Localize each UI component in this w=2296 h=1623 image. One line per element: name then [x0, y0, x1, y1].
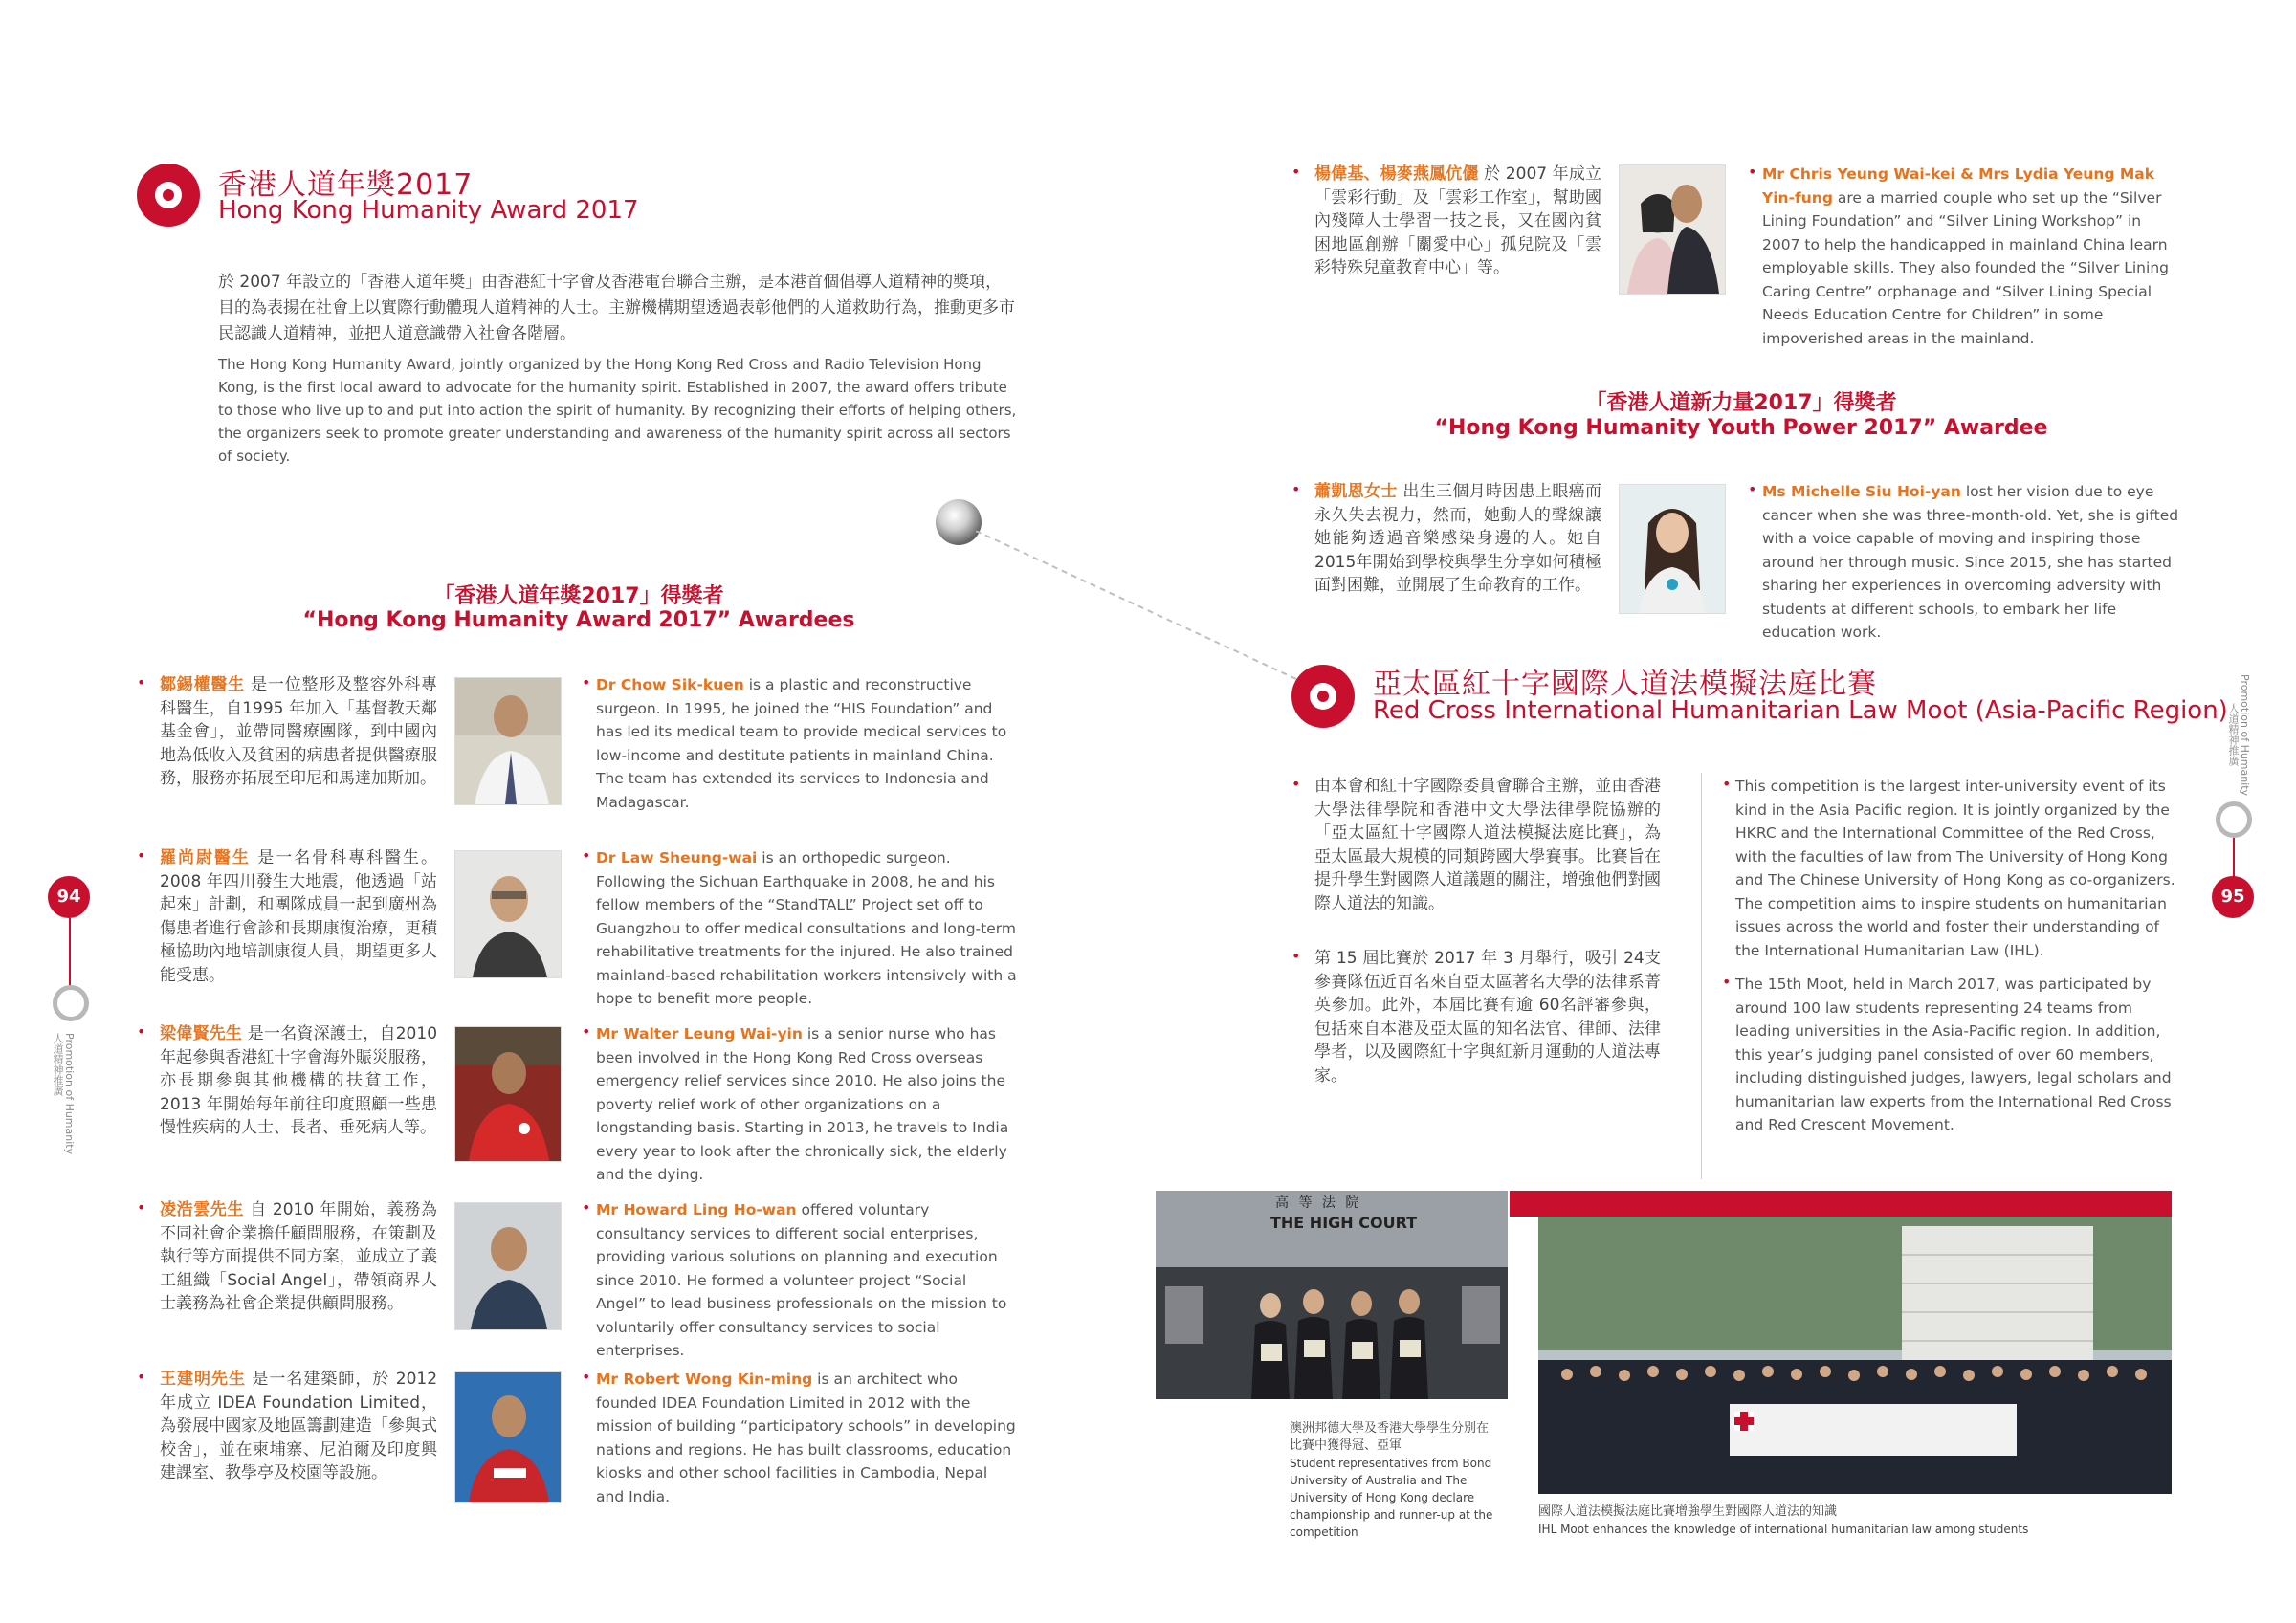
margin-line — [69, 918, 71, 990]
bullet: • — [1748, 163, 1757, 181]
connector-line — [976, 531, 1301, 684]
awardee-name-en: Ms Michelle Siu Hoi-yan — [1762, 483, 1961, 500]
awardee-zh — [160, 673, 437, 791]
side-label-right-zh — [2225, 703, 2241, 766]
section-icon-moot — [1292, 665, 1355, 728]
photo-yeung — [1619, 164, 1726, 295]
awardee-en — [1762, 480, 2183, 645]
bullet: • — [1292, 163, 1301, 181]
awardee-en — [596, 1198, 1017, 1363]
awardee-text-en: is a plastic and reconstructive surgeon. In 1995, he joined the “HIS Foundation” and has led its medical team to provide medical services to low-income and destitute patients in mainland China. The team has extended its services to Indonesia and Madagascar. — [596, 676, 1007, 811]
bullet: • — [137, 1022, 146, 1041]
bullet: • — [1722, 775, 1732, 793]
awardee-text-zh: 自 2010 年開始，義務為不同社會企業擔任顧問服務，在策劃及執行等方面提供不同方案，並成立了義工組織「Social Angel」，帶領商界人士義務為社會企業提供顧問服務。 — [160, 1200, 437, 1313]
photo-group — [1538, 1217, 2172, 1494]
section-title-en: Hong Kong Humanity Award 2017 — [218, 196, 639, 225]
page-number-right: 95 — [2212, 876, 2254, 918]
awardee-text-en: is an orthopedic surgeon. Following the Sichuan Earthquake in 2008, he and his fellow members of the “StandTALL” Project set off to Guangzhou to offer medical consultations and long-term rehabilitative treatments for the injured. He also trained mainland-based rehabilitation workers intensively with a hope to benefit more people. — [596, 849, 1017, 1007]
bullet: • — [137, 673, 146, 691]
page-number-left: 94 — [48, 876, 90, 918]
awardee-text-en: offered voluntary consultancy services to different social enterprises, providing various solutions on planning and execution since 2010. He formed a volunteer project “Social Angel” to lead business professionals on the mission to voluntarily offer consultancy services to social enterprises. — [596, 1201, 1007, 1359]
awardee-text-en: are a married couple who set up the “Silver Lining Foundation” and “Silver Lining Workshop” in 2007 to help the handicapped in mainland China learn employable skills. They also founded the “Silver Lining Caring Centre” orphanage and “Silver Lining Special Needs Education Centre for Children” in some impoverished areas in the mainland. — [1762, 188, 2169, 347]
moot-title-zh: 亞太區紅十字國際人道法模擬法庭比賽 — [1373, 668, 1877, 701]
caption-2-zh: 國際人道法模擬法庭比賽增強學生對國際人道法的知識 — [1538, 1504, 1838, 1519]
awardee-en — [1762, 163, 2183, 350]
awardee-zh — [160, 1368, 437, 1485]
ring-icon — [2216, 801, 2252, 838]
moot-en-text: The 15th Moot, held in March 2017, was participated by around 100 law students representing 24 teams from leading universities in the Asia-Pacific region. In addition, this year’s judging panel consisted of over 60 members, including distinguished judges, lawyers, legal scholars and humanitarian law experts from the International Red Cross and Red Crescent Movement. — [1735, 976, 2172, 1133]
moot-title-en: Red Cross International Humanitarian Law Moot (Asia-Pacific Region) — [1373, 696, 2228, 725]
intro-en: The Hong Kong Humanity Award, jointly organized by the Hong Kong Red Cross and Radio Television Hong Kong, is the first local award to advocate for the humanity spirit. Established in 2007, the award offers tribute to those who live up to and put into action the spirit of humanity. By recognizing their efforts of helping others, the organizers seek to promote greater understanding and awareness of the humanity spirit across all sectors of society. — [218, 356, 1017, 465]
bullet: • — [582, 1198, 591, 1217]
photo-law — [454, 850, 562, 978]
bullet: • — [137, 1198, 146, 1217]
bullet: • — [1722, 973, 1732, 991]
awardee-name-en: Mr Howard Ling Ho-wan — [596, 1201, 797, 1218]
awardee-text-en: is a senior nurse who has been involved in the Hong Kong Red Cross overseas emergency relief services since 2010. He also joins the poverty relief work of other organizations on a longstanding basis. Starting in 2013, he travels to India every year to look after the chronically sick, the elderly and the dying. — [596, 1025, 1009, 1183]
awardee-text-zh: 是一名資深護士，自2010年起參與香港紅十字會海外賑災服務，亦長期參與其他機構的扶貧工作，2013 年開始每年前往印度照顧一些患慢性疾病的人士、長者、垂死病人等。 — [160, 1024, 438, 1137]
bullet: • — [137, 846, 146, 865]
photo-high-court — [1156, 1191, 1508, 1399]
bullet: • — [582, 673, 591, 691]
side-label-en: Promotion of Humanity — [2239, 674, 2251, 797]
youth-title-en: “Hong Kong Humanity Youth Power 2017” Awardee — [1434, 416, 2048, 440]
bullet: • — [1292, 480, 1301, 498]
photo-siu — [1619, 484, 1726, 614]
awardee-zh — [1314, 480, 1601, 598]
side-label-zh: 人道精神推廣 — [52, 1033, 64, 1096]
awardee-name-zh: 梁偉賢先生 — [160, 1024, 243, 1043]
moot-zh-text: 由本會和紅十字國際委員會聯合主辦，並由香港大學法律學院和香港中文大學法律學院協辦的「亞太區紅十字國際人道法模擬法庭比賽」，為亞太區最大規模的同類跨國大學賽事。比賽旨在提升學生對國際人道議題的關注，增強他們對國際人道法的知識。 — [1314, 777, 1661, 913]
awardee-name-en: Dr Chow Sik-kuen — [596, 676, 744, 693]
awardee-name-en: Mr Walter Leung Wai-yin — [596, 1025, 803, 1042]
photo-leung — [454, 1026, 562, 1162]
awardee-text-zh: 是一名建築師，於 2012 年成立 IDEA Foundation Limited，為發展中國家及地區籌劃建造「參與式校舍」，並在柬埔寨、尼泊爾及印度興建課室、教學亭及校園等設施。 — [160, 1370, 438, 1482]
awardee-zh — [1314, 163, 1601, 280]
bullet: • — [582, 846, 591, 865]
court-sign-zh: 高 等 法 院 — [1275, 1195, 1362, 1211]
photo-header-bar — [1510, 1191, 2172, 1217]
caption-2 — [1538, 1503, 2172, 1538]
section-icon-award — [137, 164, 200, 227]
awardee-name-en: Dr Law Sheung-wai — [596, 849, 758, 866]
side-label-zh: 人道精神推廣 — [2227, 703, 2240, 766]
bullet: • — [137, 1368, 146, 1386]
caption-1-zh: 澳洲邦德大學及香港大學學生分別在比賽中獲得冠、亞軍 — [1290, 1421, 1490, 1453]
bullet: • — [1292, 775, 1301, 793]
bullet: • — [1748, 480, 1757, 498]
intro-zh: 於 2007 年設立的「香港人道年獎」由香港紅十字會及香港電台聯合主辦，是本港首個倡導人道精神的獎項，目的為表揚在社會上以實際行動體現人道精神的人士。主辦機構期望透過表彰他們的人道救助行為，推動更多市民認識人道精神，並把人道意識帶入社會各階層。 — [218, 273, 1015, 343]
awardee-zh — [160, 1198, 437, 1316]
court-sign-en: THE HIGH COURT — [1270, 1214, 1418, 1232]
awardee-en — [596, 846, 1017, 1011]
awardee-en — [596, 673, 1017, 814]
column-divider — [1701, 773, 1702, 1179]
awardee-text-zh: 於 2007 年成立「雲彩行動」及「雲彩工作室」，幫助國內殘障人士學習一技之長，又在國內貧困地區創辦「關愛中心」孤兒院及「雲彩特殊兒童教育中心」等。 — [1314, 164, 1601, 277]
awardee-name-zh: 羅尚尉醫生 — [160, 848, 251, 867]
awardee-zh — [160, 846, 437, 987]
bullet: • — [1292, 947, 1301, 965]
awardees-title-en: “Hong Kong Humanity Award 2017” Awardees — [302, 608, 855, 632]
awardees-title-zh: 「香港人道年獎2017」得獎者 — [433, 584, 724, 608]
awardee-text-en: is an architect who founded IDEA Foundation Limited in 2012 with the mission of building “participatory schools” in developing nations and regions. He has built classrooms, education kiosks and other school facilities in Cambodia, Nepal and India. — [596, 1371, 1016, 1505]
bullet: • — [582, 1022, 591, 1041]
awardee-en — [596, 1368, 1017, 1508]
photo-wong — [454, 1371, 562, 1503]
caption-2-en: IHL Moot enhances the knowledge of international humanitarian law among students — [1538, 1523, 2029, 1536]
moot-zh-text: 第 15 屆比賽於 2017 年 3 月舉行，吸引 24支參賽隊伍近百名來自亞太區著名大學的法律系菁英參加。此外，本屆比賽有逾 60名評審參與，包括來自本港及亞太區的知名法官、律師、法律學者，以及國際紅十字與紅新月運動的人道法專家。 — [1314, 949, 1661, 1086]
awardee-name-zh: 王建明先生 — [160, 1370, 246, 1389]
youth-title-zh: 「香港人道新力量2017」得獎者 — [1585, 391, 1897, 415]
moot-en-text: This competition is the largest inter-university event of its kind in the Asia Pacific region. It is jointly organized by the HKRC and the International Committee of the Red Cross, with the faculties of law from The University of Hong Kong and The Chinese University of Hong Kong as co-organizers. The competition aims to inspire students on humanitarian issues across the world and foster their understanding of the International Humanitarian Law (IHL). — [1735, 778, 2175, 959]
ring-icon — [53, 985, 89, 1021]
awardee-en — [596, 1022, 1017, 1187]
side-label-left-zh — [50, 1033, 65, 1096]
awardee-name-en: Mr Robert Wong Kin-ming — [596, 1371, 813, 1388]
awardee-name-zh: 凌浩雲先生 — [160, 1200, 245, 1219]
awardee-text-zh: 是一位整形及整容外科專科醫生，自1995 年加入「基督教天鄰基金會」，並帶同醫療團隊，到中國內地為低收入及貧困的病患者提供醫療服務，服務亦拓展至印尼和馬達加斯加。 — [160, 675, 438, 788]
photo-ling — [454, 1202, 562, 1330]
awardee-name-zh: 蕭凱恩女士 — [1314, 482, 1398, 501]
caption-1 — [1290, 1420, 1495, 1541]
awardee-text-en: lost her vision due to eye cancer when she was three-month-old. Yet, she is gifted with a voice capable of moving and inspiring those around her through music. Since 2015, she has started sharing her experiences in overcoming adversity with students at different schools, to embark her life education work. — [1762, 483, 2179, 641]
section-title-zh: 香港人道年獎2017 — [218, 168, 474, 202]
awardee-text-zh: 是一名骨科專科醫生。2008 年四川發生大地震，他透過「站起來」計劃，和團隊成員一起到廣州為傷患者進行會診和長期康復治療，更積極協助內地培訓康復人員，期望更多人能受惠。 — [160, 848, 438, 985]
awardee-name-zh: 鄒錫權醫生 — [160, 675, 245, 694]
awardee-name-zh: 楊偉基、楊麥燕鳳伉儷 — [1314, 164, 1479, 184]
awardee-name-en: Mr Chris Yeung Wai-kei & Mrs Lydia Yeung Mak Yin-fung — [1762, 165, 2155, 207]
bullet: • — [582, 1368, 591, 1386]
side-label-en: Promotion of Humanity — [63, 1033, 76, 1155]
sphere-icon — [936, 499, 982, 545]
photo-chow — [454, 677, 562, 805]
caption-1-en: Student representatives from Bond University of Australia and The University of Hong Kong declare championship and runner-up at the competition — [1290, 1457, 1493, 1539]
awardee-text-zh: 出生三個月時因患上眼癌而永久失去視力，然而，她動人的聲線讓她能夠透過音樂感染身邊的人。她自 2015年開始到學校與學生分享如何積極面對困難，並開展了生命教育的工作。 — [1314, 482, 1602, 595]
awardee-zh — [160, 1022, 437, 1140]
